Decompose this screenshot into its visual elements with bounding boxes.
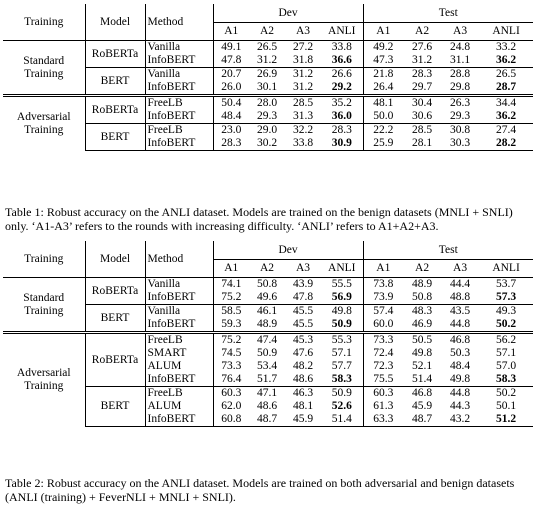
cell: 48.6 [256,400,278,412]
cell: 43.5 [441,305,479,319]
header-sub: A2 [403,260,441,278]
cell: 33.8 [285,137,321,151]
header-training: Training [3,241,85,278]
cell: 28.1 [403,137,441,151]
cell: 75.5 [373,373,394,385]
cell: 50.8 [256,278,278,290]
cell: 43.9 [292,278,314,290]
header-sub: ANLI [479,260,533,278]
cell: 27.2 [292,41,314,53]
method-label: InfoBERT [145,413,213,427]
table-row [3,41,533,55]
cell: 47.8 [292,291,314,303]
table-row [3,278,533,292]
header-sub: A2 [249,260,285,278]
cell: 47.8 [221,54,242,66]
table-1-header-row-1 [3,4,533,23]
header-sub: ANLI [321,260,363,278]
cell: 75.2 [221,291,242,303]
cell: 62.0 [221,400,242,412]
cell: 49.2 [373,41,394,53]
cell: 74.1 [221,278,242,290]
training-label: Standard Training [3,278,85,333]
header-sub: A1 [363,23,403,41]
cell: 28.5 [285,96,321,111]
method-label: InfoBERT [145,54,213,68]
cell: 29.8 [449,81,471,93]
method-label: InfoBERT [145,318,213,333]
cell: 60.3 [363,387,403,401]
cell: 75.2 [213,333,249,348]
model-label: BERT [85,387,145,427]
model-label: BERT [85,68,145,96]
cell: 20.7 [213,68,249,82]
cell: 31.2 [411,54,433,66]
cell: 31.8 [292,54,314,66]
method-label: FreeLB [145,124,213,138]
cell: 44.4 [449,278,471,290]
method-label: ALUM [145,360,213,373]
cell: 57.1 [321,347,363,360]
cell: 50.9 [256,347,278,359]
cell: 48.8 [449,291,471,303]
cell: 74.5 [221,347,242,359]
cell: 47.1 [249,387,285,401]
table-2-caption: Table 2: Robust accuracy on the ANLI dataset. Models are trained on both adversarial and benign datasets (ANLI (training) + FeverNLI + MNLI + SNLI). [5,476,515,504]
cell: 47.4 [249,333,285,348]
model-label: BERT [85,124,145,151]
cell: 49.8 [411,347,433,359]
cell: 30.9 [321,137,363,151]
cell: 50.2 [479,387,533,401]
cell: 72.3 [373,360,394,372]
cell: 47.6 [292,347,314,359]
cell: 50.3 [449,347,471,359]
cell: 52.1 [411,360,433,372]
cell: 36.2 [495,54,517,66]
cell: 52.6 [321,400,363,413]
cell: 35.2 [321,96,363,111]
cell: 29.7 [411,81,433,93]
cell: 50.9 [321,387,363,401]
cell: 46.3 [285,387,321,401]
cell: 44.8 [449,318,471,330]
table-1 [3,4,533,151]
cell: 32.2 [285,124,321,138]
cell: 45.5 [292,318,314,330]
cell: 26.4 [373,81,394,93]
method-label: FreeLB [145,96,213,111]
cell: 28.0 [249,96,285,111]
cell: 49.6 [256,291,278,303]
header-method: Method [145,4,213,41]
cell: 50.2 [495,318,517,330]
method-label: Vanilla [145,41,213,55]
cell: 72.4 [373,347,394,359]
cell: 48.9 [256,318,278,330]
header-test: Test [363,4,533,23]
cell: 63.3 [363,413,403,427]
table-2-header-row-1 [3,241,533,260]
header-method: Method [145,241,213,278]
cell: 46.9 [411,318,433,330]
cell: 26.9 [249,68,285,82]
cell: 46.1 [249,305,285,319]
cell: 36.6 [321,54,363,68]
table-row [3,96,533,111]
cell: 48.4 [449,360,471,372]
method-label: Vanilla [145,68,213,82]
cell: 50.1 [495,400,517,412]
cell: 48.4 [221,110,242,122]
cell: 61.3 [373,400,394,412]
cell: 73.9 [373,291,394,303]
cell: 50.5 [403,333,441,348]
cell: 57.3 [495,291,517,303]
cell: 26.5 [256,41,278,53]
cell: 51.7 [256,373,278,385]
cell: 56.2 [479,333,533,348]
header-sub: A3 [441,260,479,278]
cell: 51.4 [411,373,433,385]
cell: 50.9 [321,318,363,333]
cell: 48.3 [403,305,441,319]
header-sub: A3 [285,23,321,41]
cell: 48.1 [292,400,314,412]
header-sub: A1 [363,260,403,278]
cell: 47.3 [373,54,394,66]
cell: 29.3 [449,110,471,122]
header-sub: A1 [213,260,249,278]
header-dev: Dev [213,241,363,260]
cell: 31.2 [285,68,321,82]
cell: 26.5 [479,68,533,82]
header-sub: ANLI [321,23,363,41]
table-2 [3,241,533,427]
cell: 45.9 [411,400,433,412]
cell: 60.8 [213,413,249,427]
cell: 36.2 [495,110,517,122]
cell: 58.3 [495,373,517,385]
cell: 26.0 [221,81,242,93]
cell: 49.3 [479,305,533,319]
cell: 53.4 [256,360,278,372]
cell: 30.6 [411,110,433,122]
cell: 33.2 [495,41,517,53]
cell: 73.3 [221,360,242,372]
cell: 55.3 [321,333,363,348]
cell: 31.3 [292,110,314,122]
cell: 43.2 [441,413,479,427]
cell: 31.2 [256,54,278,66]
cell: 55.5 [321,278,363,292]
cell: 46.8 [441,333,479,348]
method-label: FreeLB [145,333,213,348]
cell: 28.7 [495,81,517,93]
cell: 28.3 [321,124,363,138]
header-model: Model [85,4,145,41]
cell: 29.0 [249,124,285,138]
cell: 31.2 [292,81,314,93]
method-label: Vanilla [145,305,213,319]
cell: 21.8 [363,68,403,82]
method-label: InfoBERT [145,137,213,151]
header-dev: Dev [213,4,363,23]
header-sub: A2 [249,23,285,41]
cell: 49.1 [221,41,242,53]
cell: 46.8 [403,387,441,401]
header-test: Test [363,241,533,260]
header-training: Training [3,4,85,41]
cell: 56.9 [321,291,363,305]
cell: 48.7 [403,413,441,427]
cell: 48.7 [249,413,285,427]
cell: 53.7 [495,278,517,290]
method-label: InfoBERT [145,110,213,124]
model-label: RoBERTa [85,96,145,124]
header-sub: A1 [213,23,249,41]
cell: 51.4 [321,413,363,427]
cell: 49.8 [449,373,471,385]
method-label: ALUM [145,400,213,413]
cell: 27.4 [479,124,533,138]
header-sub: A3 [441,23,479,41]
cell: 23.0 [213,124,249,138]
cell: 33.8 [321,41,363,55]
cell: 50.0 [373,110,394,122]
header-sub: A2 [403,23,441,41]
cell: 48.2 [292,360,314,372]
cell: 48.1 [363,96,403,111]
cell: 44.3 [449,400,471,412]
header-sub: ANLI [479,23,533,41]
cell: 57.1 [495,347,517,359]
cell: 29.3 [256,110,278,122]
cell: 73.8 [373,278,394,290]
cell: 58.3 [321,373,363,387]
training-label: Adversarial Training [3,333,85,427]
training-label: Standard Training [3,41,85,96]
cell: 26.6 [321,68,363,82]
cell: 25.9 [363,137,403,151]
cell: 57.7 [321,360,363,373]
method-label: InfoBERT [145,81,213,96]
cell: 50.4 [213,96,249,111]
header-model: Model [85,241,145,278]
method-label: InfoBERT [145,291,213,305]
cell: 24.8 [449,41,471,53]
cell: 45.5 [285,305,321,319]
cell: 30.3 [441,137,479,151]
cell: 76.4 [221,373,242,385]
cell: 45.9 [285,413,321,427]
model-label: RoBERTa [85,333,145,387]
cell: 28.8 [441,68,479,82]
cell: 22.2 [363,124,403,138]
cell: 28.3 [213,137,249,151]
cell: 58.5 [213,305,249,319]
cell: 45.3 [285,333,321,348]
cell: 36.0 [321,110,363,124]
cell: 34.4 [479,96,533,111]
cell: 30.8 [441,124,479,138]
cell: 44.8 [441,387,479,401]
cell: 51.2 [479,413,533,427]
cell: 73.3 [363,333,403,348]
header-sub: A3 [285,260,321,278]
method-label: SMART [145,347,213,360]
cell: 48.6 [292,373,314,385]
model-label: RoBERTa [85,41,145,68]
table-row [3,333,533,348]
cell: 30.4 [403,96,441,111]
cell: 60.0 [373,318,394,330]
cell: 30.2 [249,137,285,151]
method-label: InfoBERT [145,373,213,387]
cell: 29.2 [321,81,363,96]
cell: 28.2 [479,137,533,151]
cell: 28.3 [403,68,441,82]
cell: 49.8 [321,305,363,319]
training-label: Adversarial Training [3,96,85,151]
cell: 57.4 [363,305,403,319]
cell: 59.3 [221,318,242,330]
model-label: RoBERTa [85,278,145,305]
cell: 28.5 [403,124,441,138]
cell: 57.0 [495,360,517,372]
cell: 50.8 [411,291,433,303]
method-label: FreeLB [145,387,213,401]
model-label: BERT [85,305,145,333]
cell: 48.9 [411,278,433,290]
cell: 60.3 [213,387,249,401]
cell: 27.6 [411,41,433,53]
cell: 30.1 [256,81,278,93]
cell: 31.1 [449,54,471,66]
method-label: Vanilla [145,278,213,292]
cell: 26.3 [441,96,479,111]
table-1-caption: Table 1: Robust accuracy on the ANLI dataset. Models are trained on the benign datasets (MNLI + SNLI) only. ‘A1-A3’ refers to the rounds with increasing difficulty. ‘ANLI’ refers to A1+A2+A3. [5,205,513,233]
